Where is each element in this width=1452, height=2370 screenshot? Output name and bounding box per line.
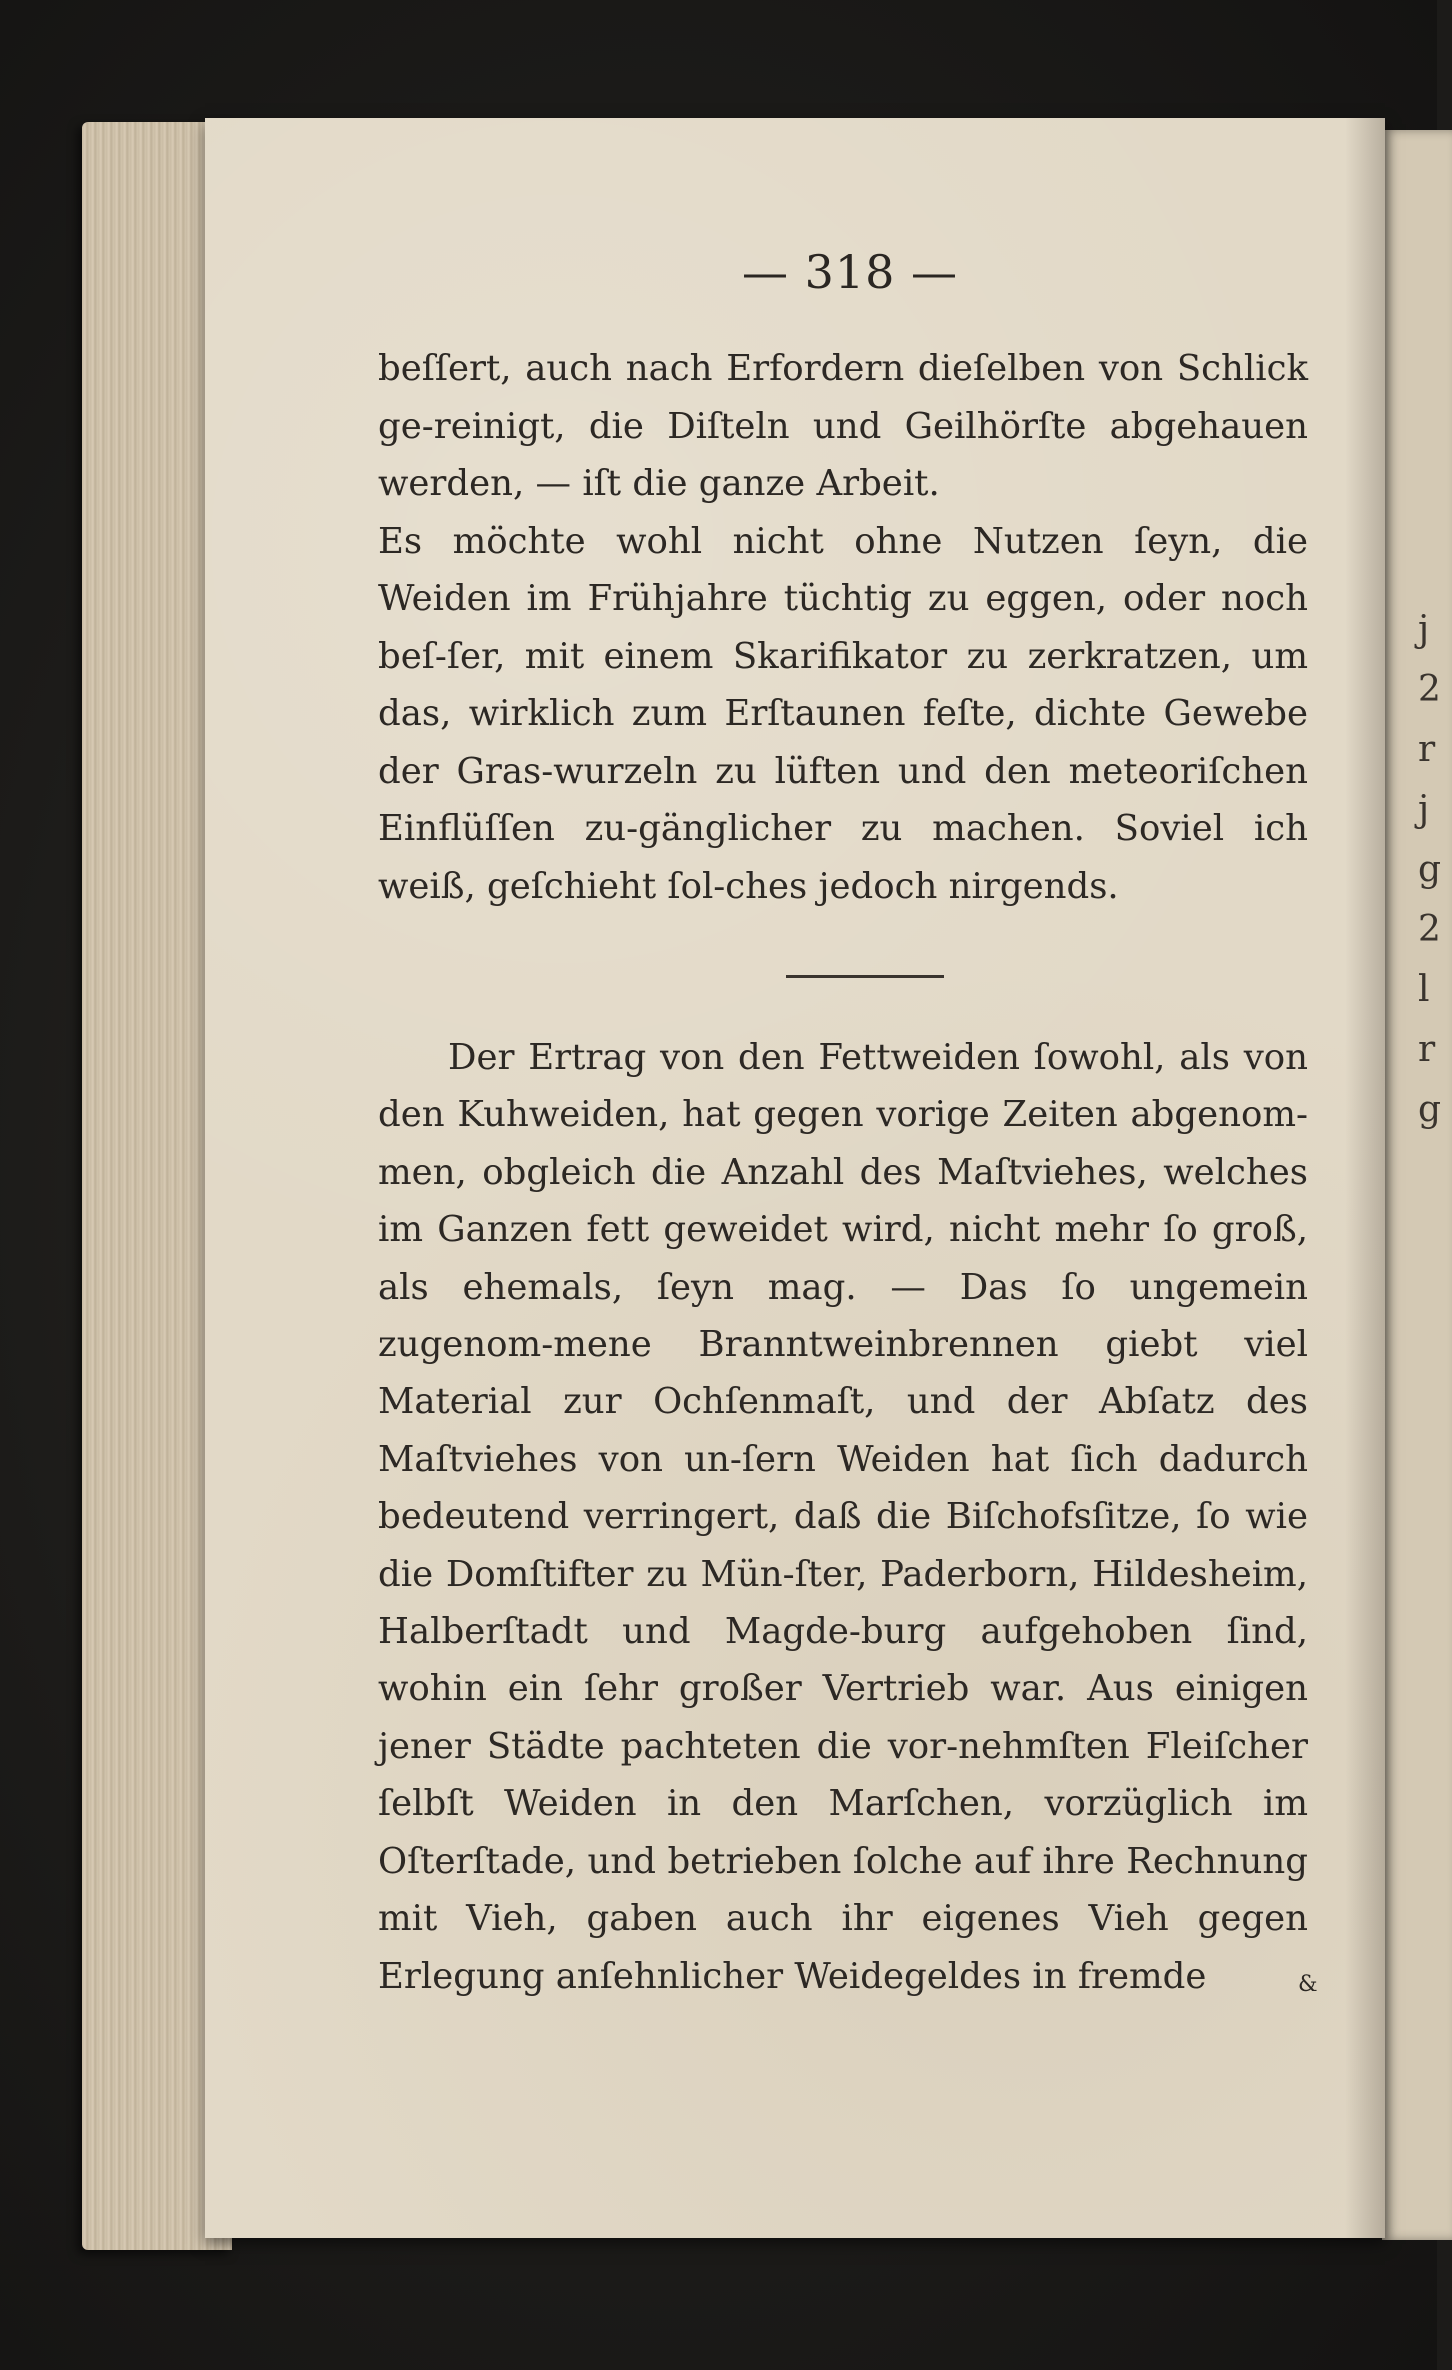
- paragraph: Es möchte wohl nicht ohne Nutzen ſeyn, die Weiden im Frühjahre tüchtig zu eggen, oder noch beſ-ſer, mit einem Skarifikator zu zerkratzen, um das, wirklich zum Erſtaunen feſte, dichte Gewebe der Gras-wurzeln zu lüften und den meteoriſchen Einflüſſen zu-gänglicher zu machen. Soviel ich weiß, geſchieht ſol-ches jedoch nirgends.: [378, 520, 1308, 907]
- text-block-lower: [378, 1029, 1308, 2005]
- page-number: — 318 —: [741, 245, 959, 299]
- paragraph: Der Ertrag von den Fettweiden ſowohl, als von den Kuhweiden, hat gegen vorige Zeiten abgenom-men, obgleich die Anzahl des Maſtviehes, welches im Ganzen fett geweidet wird, nicht mehr ſo groß, als ehemals, ſeyn mag. — Das ſo ungemein zugenom-mene Branntweinbrennen giebt viel Material zur Ochſenmaſt, und der Abſatz des Maſtviehes von un-ſern Weiden hat ſich dadurch bedeutend verringert, daß die Biſchofsſitze, ſo wie die Domſtifter zu Mün-ſter, Paderborn, Hildesheim, Halberſtadt und Magde-burg aufgehoben ſind, wohin ein ſehr großer Vertrieb war. Aus einigen jener Städte pachteten die vor-nehmſten Fleiſcher ſelbſt Weiden in den Marſchen, vorzüglich im Oſterſtade, und betrieben ſolche auf ihre Rechnung mit Vieh, gaben auch ihr eigenes Vieh gegen Erlegung anſehnlicher Weidegeldes in fremde: [378, 1037, 1308, 1997]
- facing-page-text-fragment: j 2 r j g 2 l r g: [1418, 609, 1442, 1130]
- catchword: &: [1298, 1972, 1318, 1997]
- paragraph: beſſert, auch nach Erfordern dieſelben von Schlick ge-reinigt, die Diſteln und Geilhörſte abgehauen werden, — iſt die ganze Arbeit.: [378, 348, 1308, 504]
- facing-page: [1382, 130, 1452, 2240]
- text-block-upper: [378, 340, 1308, 915]
- gutter-shadow: [1345, 118, 1385, 2238]
- section-divider: [786, 975, 944, 978]
